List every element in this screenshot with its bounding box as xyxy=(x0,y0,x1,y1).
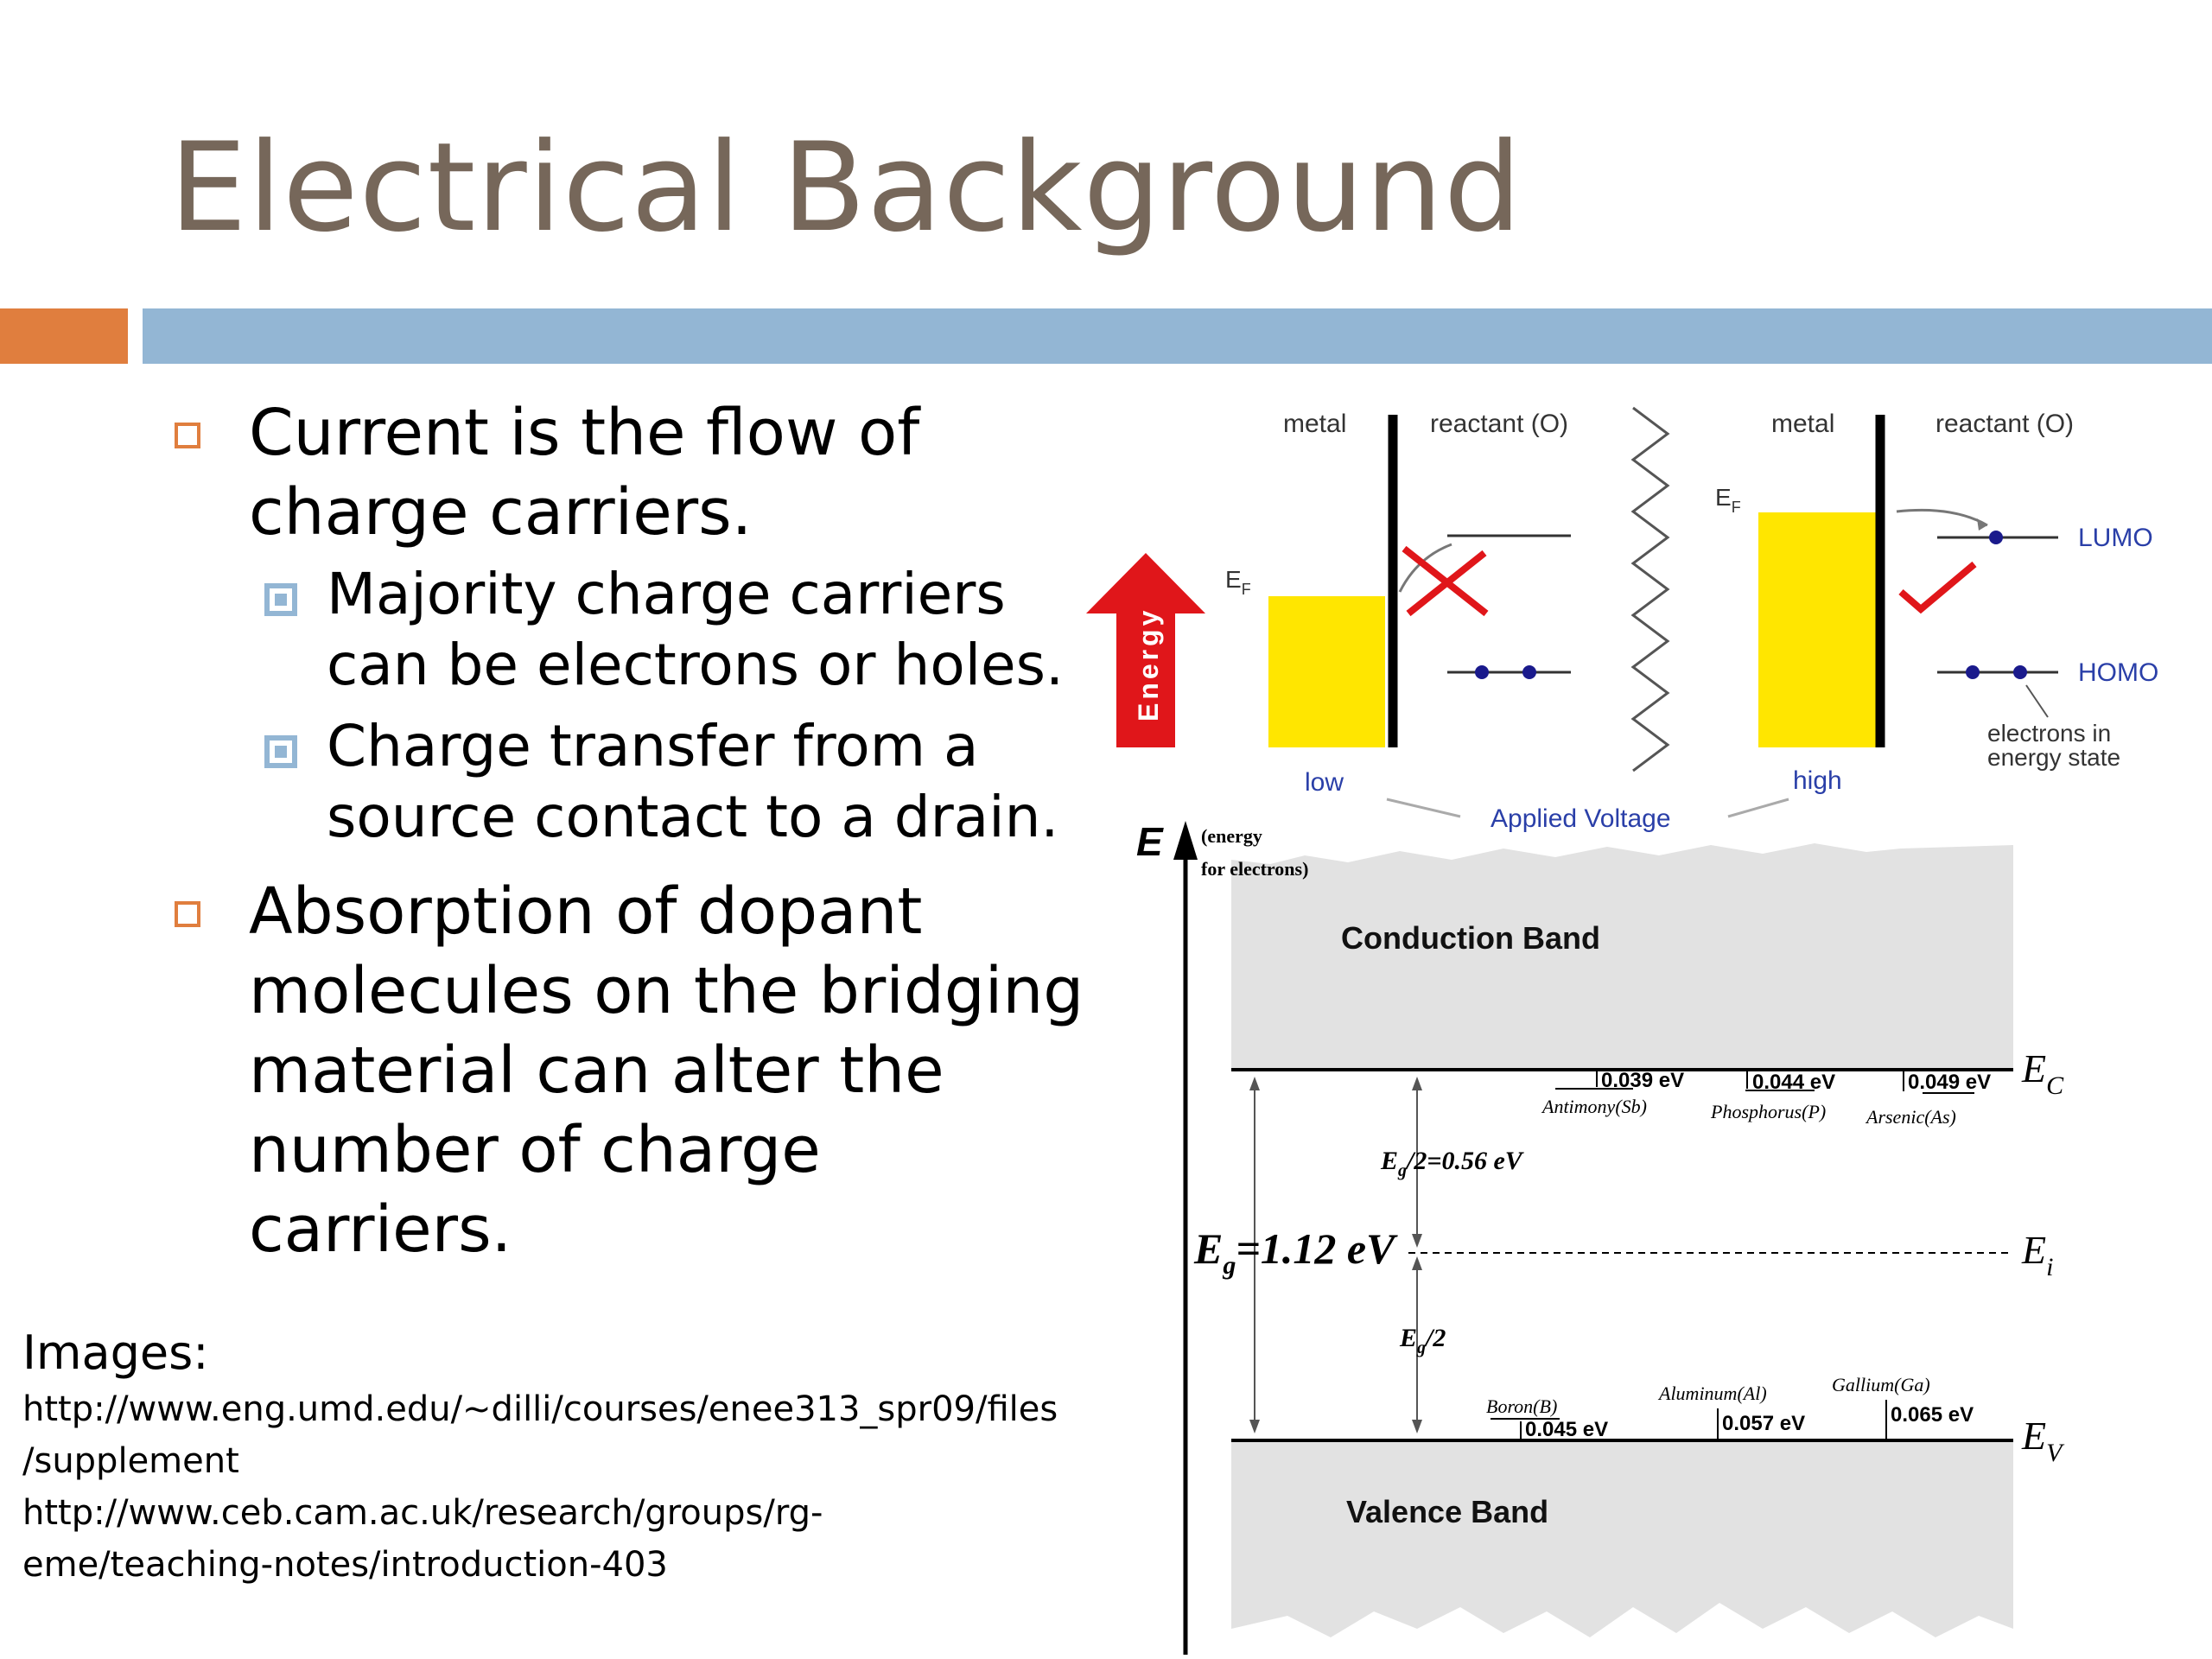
left-fermi-label: $E_F$ xyxy=(1225,566,1251,598)
eg-label: $E_g=1.12$ eV xyxy=(1194,1224,1395,1280)
source-line: /supplement xyxy=(22,1441,239,1481)
left-reactant-label: reactant (O) xyxy=(1430,410,1569,438)
acceptor-name: Gallium(Ga) xyxy=(1832,1374,1930,1395)
donor-value: 0.039 eV xyxy=(1601,1069,1685,1092)
conduction-band-region xyxy=(1231,843,2013,1070)
ei-label: $E_i$ xyxy=(2022,1228,2054,1281)
bullet-square-icon xyxy=(175,901,200,927)
high-label: high xyxy=(1793,766,1842,795)
bullet-absorption xyxy=(169,872,1111,1269)
eg-half-value-label: $E_g/2=0.56$ eV xyxy=(1381,1147,1522,1180)
left-metal-fill xyxy=(1268,596,1385,747)
bullet-line: charge carriers. xyxy=(249,475,753,550)
source-line: eme/teaching-notes/introduction-403 xyxy=(22,1545,668,1585)
donor-name: Phosphorus(P) xyxy=(1711,1101,1827,1122)
acceptor-name: Boron(B) xyxy=(1486,1395,1558,1417)
source-line: http://www.eng.umd.edu/~dilli/courses/enee313_spr09/files xyxy=(22,1389,1058,1429)
right-metal-fill xyxy=(1758,512,1879,747)
eg-half-label: $E_g/2$ xyxy=(1400,1324,1446,1357)
slide-title: Electrical Background xyxy=(169,117,1522,259)
bullet-line: material can alter the xyxy=(249,1033,944,1108)
sub-bullet-transfer xyxy=(169,711,1111,853)
check-icon xyxy=(1901,564,1974,609)
left-metal-label: metal xyxy=(1283,410,1347,438)
band-diagram xyxy=(1123,812,2074,1655)
bullet-line: Current is the flow of xyxy=(249,396,920,470)
right-reactant-label: reactant (O) xyxy=(1936,410,2075,438)
sub-bullet-line: can be electrons or holes. xyxy=(327,632,1065,698)
lumo-label: LUMO xyxy=(2078,524,2153,552)
bullet-line: number of charge xyxy=(249,1113,821,1187)
valence-band-label: Valence Band xyxy=(1346,1494,1549,1529)
low-label: low xyxy=(1305,768,1344,797)
valence-band-region xyxy=(1231,1440,2013,1637)
source-line: http://www.ceb.cam.ac.uk/research/groups/rg- xyxy=(22,1493,823,1533)
acceptor-value: 0.057 eV xyxy=(1722,1412,1806,1435)
energy-label: Energy xyxy=(1133,607,1164,721)
bullet-list xyxy=(169,393,1111,1288)
bullet-line: molecules on the bridging xyxy=(249,954,1084,1028)
right-fermi-label: $E_F$ xyxy=(1715,484,1741,516)
accent-bar-blue xyxy=(143,308,2212,364)
bullet-current xyxy=(169,393,1111,853)
sub-bullet-square-icon xyxy=(264,583,297,616)
e-axis-label: E xyxy=(1136,819,1163,864)
applied-voltage-label: Applied Voltage xyxy=(1491,804,1671,833)
metal-reactant-diagram xyxy=(1071,397,2212,847)
energy-note-label: (energy for electrons) xyxy=(1201,825,1309,880)
donor-name: Antimony(Sb) xyxy=(1542,1096,1647,1117)
acceptor-value: 0.065 eV xyxy=(1891,1403,1974,1427)
sub-bullet-majority xyxy=(169,559,1111,701)
donor-value: 0.044 eV xyxy=(1752,1071,1836,1094)
ec-label: $E_C$ xyxy=(2022,1046,2064,1100)
energy-axis-arrow-icon xyxy=(1173,821,1198,860)
image-sources xyxy=(22,1326,1058,1591)
donor-value: 0.049 eV xyxy=(1908,1071,1992,1094)
donor-name: Arsenic(As) xyxy=(1866,1106,1956,1128)
conduction-band-label: Conduction Band xyxy=(1341,920,1600,956)
sub-bullet-square-icon xyxy=(264,735,297,768)
bullet-square-icon xyxy=(175,423,200,448)
zigzag-divider xyxy=(1633,408,1668,771)
bullet-line: Absorption of dopant xyxy=(249,874,923,949)
ev-label: $E_V$ xyxy=(2022,1414,2063,1467)
bullet-line: carriers. xyxy=(249,1192,512,1267)
sub-bullet-line: Charge transfer from a xyxy=(327,713,979,779)
sources-header: Images: xyxy=(22,1325,209,1380)
acceptor-name: Aluminum(Al) xyxy=(1659,1382,1767,1404)
homo-label: HOMO xyxy=(2078,658,2159,687)
right-metal-label: metal xyxy=(1771,410,1835,438)
acceptor-value: 0.045 eV xyxy=(1525,1418,1609,1441)
electrons-state-label: electrons in energy state xyxy=(1987,720,2121,771)
sub-bullet-line: Majority charge carriers xyxy=(327,561,1006,627)
accent-bar-orange xyxy=(0,308,128,364)
sub-bullet-line: source contact to a drain. xyxy=(327,784,1059,850)
